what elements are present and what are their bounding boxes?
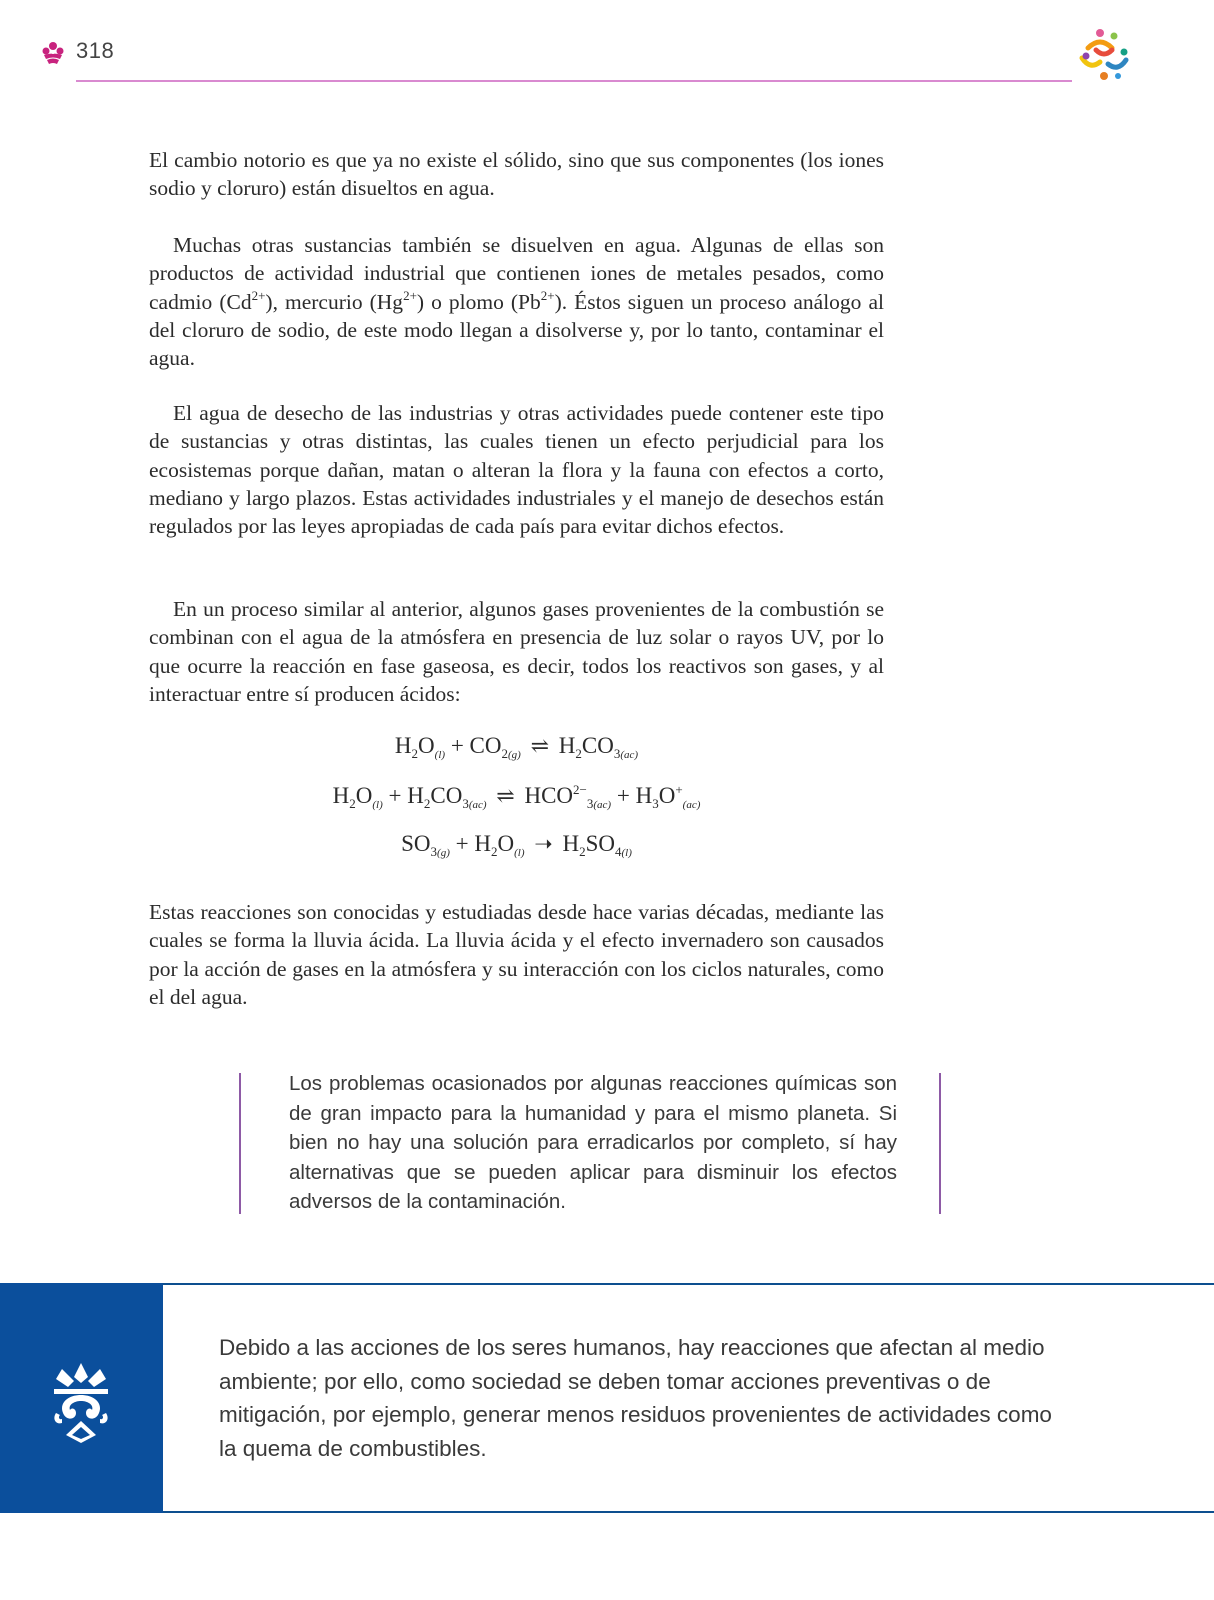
note-icon-block xyxy=(0,1283,163,1513)
paragraph-2 xyxy=(149,231,884,372)
quote-text: Los problemas ocasionados por algunas reacciones químicas son de gran impacto para la humanidad y para el mismo planeta. Si bien no hay una solución para erradicarlos por completo, sí hay alternativas que se pueden aplicar para disminuir los efectos adversos de la contaminación. xyxy=(289,1072,897,1213)
quote-box xyxy=(239,1073,941,1214)
note-text: Debido a las acciones de los seres humanos, hay reacciones que afectan al medio ambiente; por ello, como sociedad se deben tomar acciones preventivas o de mitigación, por ejemplo, generar menos residuos provenientes de actividades como la quema de combustibles. xyxy=(219,1335,1052,1461)
paragraph-1-text: El cambio notorio es que ya no existe el sólido, sino que sus componentes (los iones sodio y cloruro) están disueltos en agua. xyxy=(149,148,884,201)
paragraph-5 xyxy=(149,898,884,1011)
flower-icon xyxy=(40,40,66,66)
quote-bar-left xyxy=(239,1073,241,1214)
page-number: 318 xyxy=(76,38,115,63)
paragraph-5-text: Estas reacciones son conocidas y estudiadas desde hace varias décadas, mediante las cuales se forma la lluvia ácida. La lluvia ácida y el efecto invernadero son causados por la acción de gases en la atmósfera y su interacción con los ciclos naturales, como el del agua. xyxy=(149,900,884,1009)
equation-3: $SO_{3(g)} + H_2O_{(l)}$ ➝ $H_2SO_{4(l)}$ xyxy=(401,831,632,859)
paragraph-2-text: Muchas otras sustancias también se disuelven en agua. Algunas de ellas son productos de actividad industrial que contienen iones de metales pesados, como cadmio $(Cd^{2+})$, mercurio $(Hg^{2+})$ o plomo $(Pb^{2+})$. Éstos siguen un proceso análogo al del cloruro de sodio, de este modo llegan a disolverse y, por lo tanto, contaminar el agua. xyxy=(149,233,884,371)
logo-icon xyxy=(1074,28,1136,84)
note-top-rule xyxy=(163,1283,1214,1285)
paragraph-1 xyxy=(149,146,884,203)
equation-1: $H_2O_{(l)} + CO_{2(g)}$ ⇌ $H_2CO_{3(ac)}$ xyxy=(394,733,639,761)
paragraph-4-text: En un proceso similar al anterior, algunos gases provenientes de la combustión se combinan con el agua de la atmósfera en presencia de luz solar o rayos UV, por lo que ocurre la reacción en fase gaseosa, es decir, todos los reactivos son gases, y al interactuar entre sí producen ácidos: xyxy=(149,597,884,706)
note-bottom-rule xyxy=(163,1511,1214,1513)
emblem-icon xyxy=(48,1361,114,1443)
equation-2: $H_2O_{(l)} + H_2CO_{3(ac)}$ ⇌ $HCO^{2-}_{3(ac)} + H_3O^+_{(ac)}$ xyxy=(332,782,701,811)
paragraph-4 xyxy=(149,595,884,708)
header-rule xyxy=(76,80,1072,82)
paragraph-3 xyxy=(149,399,884,540)
paragraph-3-text: El agua de desecho de las industrias y otras actividades puede contener este tipo de sustancias y otras distintas, las cuales tienen un efecto perjudicial para los ecosistemas porque dañan, matan o alteran la flora y la fauna con efectos a corto, mediano y largo plazos. Estas actividades industriales y el manejo de desechos están regulados por las leyes apropiadas de cada país para evitar dichos efectos. xyxy=(149,401,884,539)
quote-bar-right xyxy=(939,1073,941,1214)
